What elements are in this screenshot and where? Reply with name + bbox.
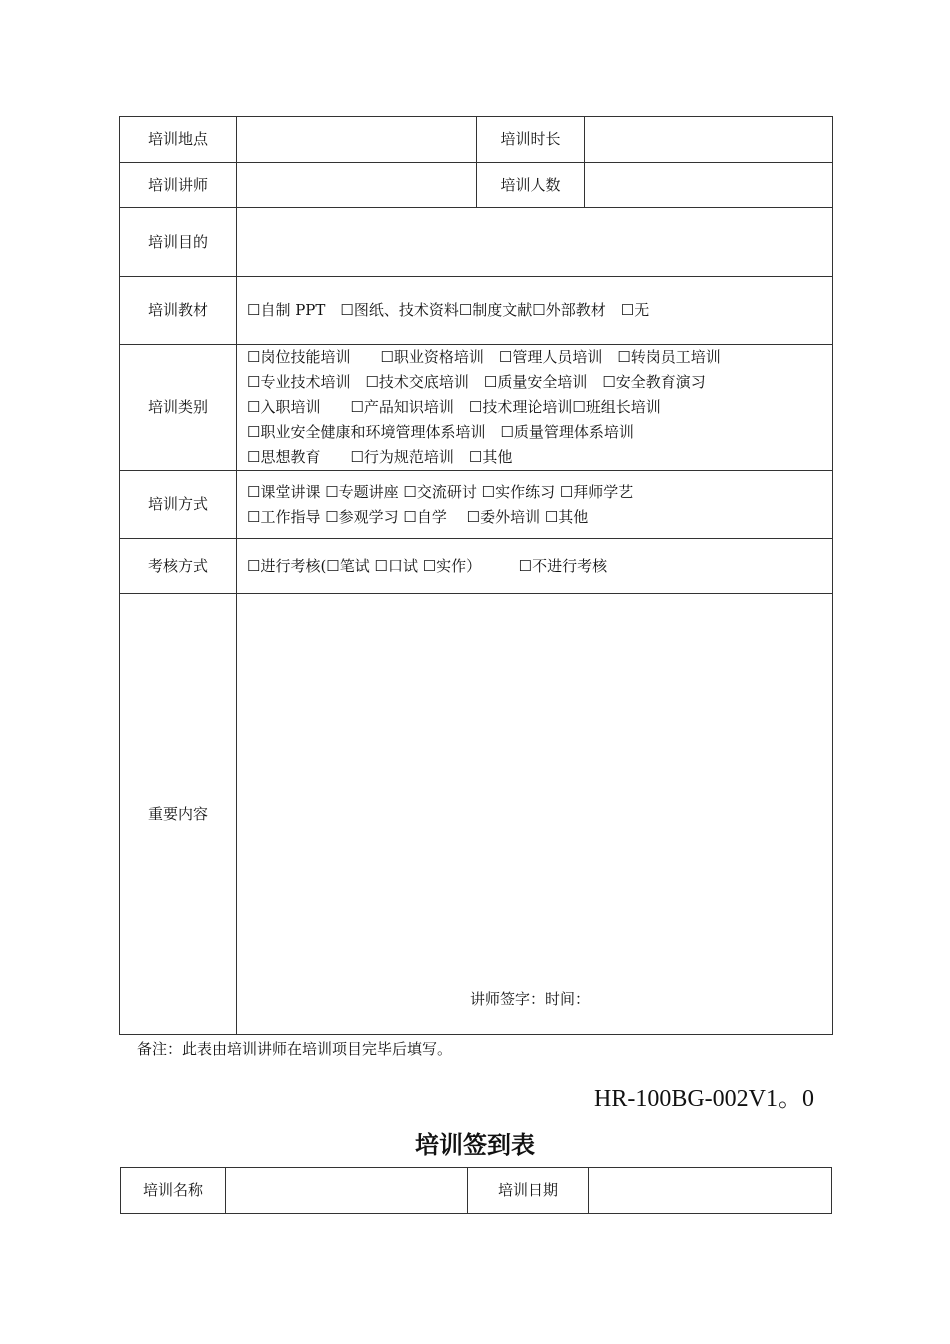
method-line-1: ☐课堂讲课 ☐专题讲座 ☐交流研讨 ☐实作练习 ☐拜师学艺 <box>247 482 634 501</box>
materials-options-line: ☐自制 PPT ☐图纸、技术资料☐制度文献☐外部教材 ☐无 <box>247 301 650 319</box>
materials-label: 培训教材 <box>120 277 237 345</box>
assessment-label: 考核方式 <box>120 539 237 594</box>
sign-in-sheet-title: 培训签到表 <box>415 1131 535 1159</box>
trainer-field[interactable] <box>237 163 477 208</box>
location-field[interactable] <box>237 117 477 163</box>
sign-in-table <box>120 1167 832 1214</box>
duration-label: 培训时长 <box>477 117 585 163</box>
category-line-4: ☐职业安全健康和环境管理体系培训 ☐质量管理体系培训 <box>247 423 634 441</box>
training-record-table <box>119 116 833 1035</box>
assessment-options-line: ☐进行考核(☐笔试 ☐口试 ☐实作） ☐不进行考核 <box>247 556 608 575</box>
category-line-2: ☐专业技术培训 ☐技术交底培训 ☐质量安全培训 ☐安全教育演习 <box>247 373 706 391</box>
purpose-field[interactable] <box>237 208 833 277</box>
training-date-field[interactable] <box>589 1168 832 1214</box>
category-line-1: ☐岗位技能培训 ☐职业资格培训 ☐管理人员培训 ☐转岗员工培训 <box>247 348 721 366</box>
signature-line: 讲师签字：时间： <box>470 990 591 1008</box>
training-name-label: 培训名称 <box>121 1168 226 1214</box>
category-line-5: ☐思想教育 ☐行为规范培训 ☐其他 <box>247 448 513 466</box>
category-options[interactable] <box>237 345 833 471</box>
category-line-3: ☐入职培训 ☐产品知识培训 ☐技术理论培训☐班组长培训 <box>247 398 661 416</box>
assessment-options[interactable] <box>237 539 833 594</box>
trainer-label: 培训讲师 <box>120 163 237 208</box>
content-label: 重要内容 <box>120 594 237 1035</box>
method-options[interactable] <box>237 471 833 539</box>
location-label: 培训地点 <box>120 117 237 163</box>
footnote: 备注：此表由培训讲师在培训项目完毕后填写。 <box>137 1040 453 1058</box>
method-line-2: ☐工作指导 ☐参观学习 ☐自学 ☐委外培训 ☐其他 <box>247 507 589 526</box>
purpose-label: 培训目的 <box>120 208 237 277</box>
duration-field[interactable] <box>585 117 833 163</box>
category-label: 培训类别 <box>120 345 237 471</box>
document-number: HR-100BG-002V1。0 <box>594 1086 814 1112</box>
headcount-label: 培训人数 <box>477 163 585 208</box>
headcount-field[interactable] <box>585 163 833 208</box>
training-name-field[interactable] <box>226 1168 468 1214</box>
materials-options[interactable] <box>237 277 833 345</box>
method-label: 培训方式 <box>120 471 237 539</box>
training-date-label: 培训日期 <box>468 1168 589 1214</box>
content-field[interactable] <box>237 594 833 1035</box>
